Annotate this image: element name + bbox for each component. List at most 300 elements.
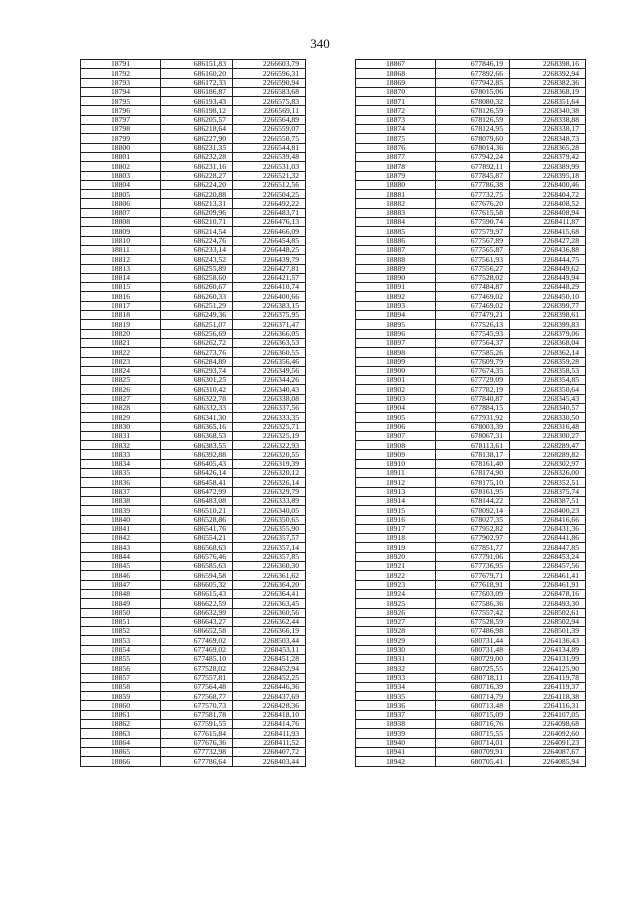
y-coordinate-cell: 2266350,65 <box>233 515 306 524</box>
table-row <box>356 580 586 589</box>
x-coordinate-cell: 677570,73 <box>161 701 233 710</box>
x-coordinate-cell: 680729,00 <box>436 655 510 664</box>
x-coordinate-cell: 686172,33 <box>161 78 233 87</box>
x-coordinate-cell: 686260,67 <box>161 283 233 292</box>
point-number-cell: 18926 <box>356 608 436 617</box>
y-coordinate-cell: 2266362,44 <box>233 617 306 626</box>
y-coordinate-cell: 2266344,26 <box>233 376 306 385</box>
table-row <box>356 552 586 561</box>
point-number-cell: 18876 <box>356 143 436 152</box>
table-row <box>81 459 306 468</box>
point-number-cell: 18830 <box>81 422 161 431</box>
table-row <box>81 422 306 431</box>
y-coordinate-cell: 2268330,50 <box>510 413 586 422</box>
y-coordinate-cell: 2268400,23 <box>510 506 586 515</box>
point-number-cell: 18844 <box>81 552 161 561</box>
x-coordinate-cell: 678161,40 <box>436 459 510 468</box>
point-number-cell: 18883 <box>356 208 436 217</box>
table-row <box>81 757 306 766</box>
y-coordinate-cell: 2266512,56 <box>233 180 306 189</box>
y-coordinate-cell: 2266427,81 <box>233 264 306 273</box>
x-coordinate-cell: 677615,58 <box>436 208 510 217</box>
x-coordinate-cell: 686193,43 <box>161 97 233 106</box>
point-number-cell: 18799 <box>81 134 161 143</box>
table-row <box>356 245 586 254</box>
point-number-cell: 18824 <box>81 366 161 375</box>
y-coordinate-cell: 2266504,25 <box>233 190 306 199</box>
point-number-cell: 18856 <box>81 664 161 673</box>
y-coordinate-cell: 2264085,94 <box>510 757 586 766</box>
point-number-cell: 18832 <box>81 441 161 450</box>
point-number-cell: 18820 <box>81 329 161 338</box>
y-coordinate-cell: 2268350,64 <box>510 385 586 394</box>
table-row <box>81 747 306 756</box>
x-coordinate-cell: 678138,17 <box>436 450 510 459</box>
x-coordinate-cell: 680731,44 <box>436 636 510 645</box>
y-coordinate-cell: 2266360,55 <box>233 348 306 357</box>
x-coordinate-cell: 686258,60 <box>161 273 233 282</box>
x-coordinate-cell: 677676,20 <box>436 199 510 208</box>
x-coordinate-cell: 678014,36 <box>436 143 510 152</box>
y-coordinate-cell: 2266364,41 <box>233 589 306 598</box>
point-number-cell: 18914 <box>356 496 436 505</box>
point-number-cell: 18893 <box>356 301 436 310</box>
table-row <box>356 69 586 78</box>
point-number-cell: 18834 <box>81 459 161 468</box>
point-number-cell: 18823 <box>81 357 161 366</box>
y-coordinate-cell: 2266357,14 <box>233 543 306 552</box>
point-number-cell: 18872 <box>356 106 436 115</box>
x-coordinate-cell: 686220,88 <box>161 190 233 199</box>
y-coordinate-cell: 2268441,86 <box>510 534 586 543</box>
point-number-cell: 18819 <box>81 320 161 329</box>
point-number-cell: 18803 <box>81 171 161 180</box>
table-row <box>81 664 306 673</box>
x-coordinate-cell: 686594,58 <box>161 571 233 580</box>
point-number-cell: 18868 <box>356 69 436 78</box>
x-coordinate-cell: 678126,59 <box>436 115 510 124</box>
y-coordinate-cell: 2266325,71 <box>233 422 306 431</box>
table-row <box>356 301 586 310</box>
point-number-cell: 18932 <box>356 664 436 673</box>
point-number-cell: 18895 <box>356 320 436 329</box>
table-row <box>356 589 586 598</box>
x-coordinate-cell: 677484,87 <box>436 283 510 292</box>
table-row <box>81 543 306 552</box>
x-coordinate-cell: 686341,30 <box>161 413 233 422</box>
y-coordinate-cell: 2264107,05 <box>510 710 586 719</box>
y-coordinate-cell: 2266320,55 <box>233 450 306 459</box>
point-number-cell: 18875 <box>356 134 436 143</box>
x-coordinate-cell: 686209,96 <box>161 208 233 217</box>
x-coordinate-cell: 677485,10 <box>161 655 233 664</box>
point-number-cell: 18874 <box>356 125 436 134</box>
y-coordinate-cell: 2268399,83 <box>510 320 586 329</box>
point-number-cell: 18939 <box>356 729 436 738</box>
x-coordinate-cell: 686301,25 <box>161 376 233 385</box>
x-coordinate-cell: 677591,55 <box>161 720 233 729</box>
y-coordinate-cell: 2268382,36 <box>510 78 586 87</box>
y-coordinate-cell: 2268451,28 <box>233 655 306 664</box>
x-coordinate-cell: 677782,19 <box>436 385 510 394</box>
y-coordinate-cell: 2266400,66 <box>233 292 306 301</box>
point-number-cell: 18925 <box>356 599 436 608</box>
y-coordinate-cell: 2266383,15 <box>233 301 306 310</box>
table-row <box>81 366 306 375</box>
table-row <box>81 292 306 301</box>
y-coordinate-cell: 2266329,79 <box>233 487 306 496</box>
table-row <box>81 357 306 366</box>
point-number-cell: 18815 <box>81 283 161 292</box>
x-coordinate-cell: 678015,06 <box>436 87 510 96</box>
point-number-cell: 18831 <box>81 431 161 440</box>
y-coordinate-cell: 2268316,48 <box>510 422 586 431</box>
point-number-cell: 18873 <box>356 115 436 124</box>
x-coordinate-cell: 678124,95 <box>436 125 510 134</box>
table-row <box>356 692 586 701</box>
y-coordinate-cell: 2268449,94 <box>510 273 586 282</box>
point-number-cell: 18881 <box>356 190 436 199</box>
x-coordinate-cell: 686554,21 <box>161 534 233 543</box>
table-row <box>81 729 306 738</box>
y-coordinate-cell: 2266448,25 <box>233 245 306 254</box>
x-coordinate-cell: 677469,02 <box>436 301 510 310</box>
table-row <box>356 385 586 394</box>
x-coordinate-cell: 686483,08 <box>161 496 233 505</box>
point-number-cell: 18817 <box>81 301 161 310</box>
point-number-cell: 18877 <box>356 152 436 161</box>
table-row <box>356 682 586 691</box>
x-coordinate-cell: 680731,48 <box>436 645 510 654</box>
table-row <box>356 115 586 124</box>
y-coordinate-cell: 2266371,47 <box>233 320 306 329</box>
x-coordinate-cell: 677674,35 <box>436 366 510 375</box>
table-row <box>356 366 586 375</box>
y-coordinate-cell: 2268398,16 <box>510 60 586 69</box>
y-coordinate-cell: 2268418,10 <box>233 710 306 719</box>
table-row <box>356 190 586 199</box>
y-coordinate-cell: 2264119,78 <box>510 673 586 682</box>
y-coordinate-cell: 2268437,69 <box>233 692 306 701</box>
table-row <box>356 720 586 729</box>
y-coordinate-cell: 2266476,13 <box>233 218 306 227</box>
x-coordinate-cell: 686243,52 <box>161 255 233 264</box>
table-row <box>356 506 586 515</box>
point-number-cell: 18891 <box>356 283 436 292</box>
table-body <box>356 60 586 767</box>
page-number: 340 <box>310 36 330 51</box>
x-coordinate-cell: 686284,89 <box>161 357 233 366</box>
x-coordinate-cell: 678126,59 <box>436 106 510 115</box>
point-number-cell: 18910 <box>356 459 436 468</box>
point-number-cell: 18905 <box>356 413 436 422</box>
y-coordinate-cell: 2268362,14 <box>510 348 586 357</box>
table-row <box>81 710 306 719</box>
x-coordinate-cell: 677931,92 <box>436 413 510 422</box>
y-coordinate-cell: 2268461,91 <box>510 580 586 589</box>
y-coordinate-cell: 2266322,93 <box>233 441 306 450</box>
point-number-cell: 18866 <box>81 757 161 766</box>
y-coordinate-cell: 2268408,52 <box>510 199 586 208</box>
point-number-cell: 18848 <box>81 589 161 598</box>
y-coordinate-cell: 2268461,41 <box>510 571 586 580</box>
table-row <box>356 236 586 245</box>
point-number-cell: 18909 <box>356 450 436 459</box>
table-row <box>356 376 586 385</box>
point-number-cell: 18811 <box>81 245 161 254</box>
x-coordinate-cell: 686256,69 <box>161 329 233 338</box>
point-number-cell: 18898 <box>356 348 436 357</box>
point-number-cell: 18805 <box>81 190 161 199</box>
point-number-cell: 18838 <box>81 496 161 505</box>
table-row <box>356 218 586 227</box>
y-coordinate-cell: 2268400,46 <box>510 180 586 189</box>
x-coordinate-cell: 686262,72 <box>161 338 233 347</box>
table-row <box>81 413 306 422</box>
y-coordinate-cell: 2268300,27 <box>510 431 586 440</box>
x-coordinate-cell: 686186,87 <box>161 87 233 96</box>
table-row <box>81 655 306 664</box>
point-number-cell: 18837 <box>81 487 161 496</box>
y-coordinate-cell: 2266559,07 <box>233 125 306 134</box>
x-coordinate-cell: 678027,35 <box>436 515 510 524</box>
point-number-cell: 18921 <box>356 562 436 571</box>
x-coordinate-cell: 686227,90 <box>161 134 233 143</box>
y-coordinate-cell: 2268375,74 <box>510 487 586 496</box>
table-row <box>356 441 586 450</box>
point-number-cell: 18854 <box>81 645 161 654</box>
x-coordinate-cell: 686365,16 <box>161 422 233 431</box>
x-coordinate-cell: 680718,11 <box>436 673 510 682</box>
y-coordinate-cell: 2268449,62 <box>510 264 586 273</box>
y-coordinate-cell: 2266333,35 <box>233 413 306 422</box>
x-coordinate-cell: 677732,98 <box>161 747 233 756</box>
point-number-cell: 18843 <box>81 543 161 552</box>
y-coordinate-cell: 2268387,51 <box>510 496 586 505</box>
point-number-cell: 18858 <box>81 682 161 691</box>
y-coordinate-cell: 2266410,74 <box>233 283 306 292</box>
y-coordinate-cell: 2264125,90 <box>510 664 586 673</box>
table-row <box>356 227 586 236</box>
x-coordinate-cell: 677469,02 <box>436 292 510 301</box>
x-coordinate-cell: 686652,58 <box>161 627 233 636</box>
table-row <box>81 162 306 171</box>
y-coordinate-cell: 2268452,94 <box>233 664 306 673</box>
y-coordinate-cell: 2266356,46 <box>233 357 306 366</box>
x-coordinate-cell: 686605,32 <box>161 580 233 589</box>
table-row <box>81 134 306 143</box>
y-coordinate-cell: 2266483,71 <box>233 208 306 217</box>
table-row <box>356 747 586 756</box>
table-row <box>81 534 306 543</box>
y-coordinate-cell: 2266466,09 <box>233 227 306 236</box>
table-row <box>81 673 306 682</box>
y-coordinate-cell: 2268448,29 <box>510 283 586 292</box>
x-coordinate-cell: 678144,22 <box>436 496 510 505</box>
x-coordinate-cell: 677567,89 <box>436 236 510 245</box>
y-coordinate-cell: 2266439,79 <box>233 255 306 264</box>
y-coordinate-cell: 2268289,82 <box>510 450 586 459</box>
point-number-cell: 18936 <box>356 701 436 710</box>
x-coordinate-cell: 686392,88 <box>161 450 233 459</box>
x-coordinate-cell: 677618,91 <box>436 580 510 589</box>
y-coordinate-cell: 2268404,72 <box>510 190 586 199</box>
point-number-cell: 18904 <box>356 403 436 412</box>
x-coordinate-cell: 677736,95 <box>436 562 510 571</box>
x-coordinate-cell: 686231,35 <box>161 143 233 152</box>
y-coordinate-cell: 2266583,68 <box>233 87 306 96</box>
x-coordinate-cell: 677676,36 <box>161 738 233 747</box>
x-coordinate-cell: 677479,21 <box>436 311 510 320</box>
y-coordinate-cell: 2268427,28 <box>510 236 586 245</box>
x-coordinate-cell: 680716,76 <box>436 720 510 729</box>
x-coordinate-cell: 686643,27 <box>161 617 233 626</box>
x-coordinate-cell: 686249,36 <box>161 311 233 320</box>
y-coordinate-cell: 2264134,89 <box>510 645 586 654</box>
point-number-cell: 18800 <box>81 143 161 152</box>
table-row <box>81 552 306 561</box>
x-coordinate-cell: 677884,15 <box>436 403 510 412</box>
point-number-cell: 18928 <box>356 627 436 636</box>
point-number-cell: 18878 <box>356 162 436 171</box>
x-coordinate-cell: 677528,02 <box>436 273 510 282</box>
y-coordinate-cell: 2268338,17 <box>510 125 586 134</box>
point-number-cell: 18851 <box>81 617 161 626</box>
table-row <box>356 738 586 747</box>
y-coordinate-cell: 2266550,75 <box>233 134 306 143</box>
y-coordinate-cell: 2268436,88 <box>510 245 586 254</box>
point-number-cell: 18835 <box>81 469 161 478</box>
point-number-cell: 18917 <box>356 524 436 533</box>
point-number-cell: 18847 <box>81 580 161 589</box>
table-row <box>81 376 306 385</box>
x-coordinate-cell: 686383,55 <box>161 441 233 450</box>
point-number-cell: 18792 <box>81 69 161 78</box>
y-coordinate-cell: 2266596,31 <box>233 69 306 78</box>
y-coordinate-cell: 2268407,72 <box>233 747 306 756</box>
y-coordinate-cell: 2268338,88 <box>510 115 586 124</box>
table-row <box>81 199 306 208</box>
x-coordinate-cell: 677840,87 <box>436 394 510 403</box>
x-coordinate-cell: 678003,39 <box>436 422 510 431</box>
y-coordinate-cell: 2266338,08 <box>233 394 306 403</box>
point-number-cell: 18829 <box>81 413 161 422</box>
y-coordinate-cell: 2266360,30 <box>233 562 306 571</box>
y-coordinate-cell: 2264087,67 <box>510 747 586 756</box>
point-number-cell: 18940 <box>356 738 436 747</box>
table-row <box>356 478 586 487</box>
point-number-cell: 18867 <box>356 60 436 69</box>
table-row <box>81 692 306 701</box>
y-coordinate-cell: 2266355,90 <box>233 524 306 533</box>
point-number-cell: 18862 <box>81 720 161 729</box>
y-coordinate-cell: 2268354,85 <box>510 376 586 385</box>
table-row <box>81 599 306 608</box>
x-coordinate-cell: 677585,26 <box>436 348 510 357</box>
x-coordinate-cell: 686426,14 <box>161 469 233 478</box>
point-number-cell: 18825 <box>81 376 161 385</box>
point-number-cell: 18920 <box>356 552 436 561</box>
x-coordinate-cell: 686585,63 <box>161 562 233 571</box>
table-row <box>356 255 586 264</box>
table-row <box>356 422 586 431</box>
x-coordinate-cell: 677609,79 <box>436 357 510 366</box>
x-coordinate-cell: 677615,84 <box>161 729 233 738</box>
y-coordinate-cell: 2268408,94 <box>510 208 586 217</box>
point-number-cell: 18850 <box>81 608 161 617</box>
point-number-cell: 18814 <box>81 273 161 282</box>
x-coordinate-cell: 677545,93 <box>436 329 510 338</box>
table-row <box>81 738 306 747</box>
point-number-cell: 18927 <box>356 617 436 626</box>
x-coordinate-cell: 686510,21 <box>161 506 233 515</box>
y-coordinate-cell: 2266366,19 <box>233 627 306 636</box>
point-number-cell: 18806 <box>81 199 161 208</box>
x-coordinate-cell: 677902,97 <box>436 534 510 543</box>
table-row <box>356 311 586 320</box>
y-coordinate-cell: 2268411,93 <box>233 729 306 738</box>
point-number-cell: 18810 <box>81 236 161 245</box>
x-coordinate-cell: 686224,76 <box>161 236 233 245</box>
table-row <box>356 87 586 96</box>
point-number-cell: 18840 <box>81 515 161 524</box>
x-coordinate-cell: 686151,83 <box>161 60 233 69</box>
table-row <box>81 152 306 161</box>
point-number-cell: 18813 <box>81 264 161 273</box>
table-row <box>356 645 586 654</box>
x-coordinate-cell: 686615,43 <box>161 589 233 598</box>
table-row <box>81 208 306 217</box>
x-coordinate-cell: 677526,13 <box>436 320 510 329</box>
table-row <box>81 87 306 96</box>
x-coordinate-cell: 686568,63 <box>161 543 233 552</box>
y-coordinate-cell: 2266544,81 <box>233 143 306 152</box>
y-coordinate-cell: 2266340,43 <box>233 385 306 394</box>
point-number-cell: 18934 <box>356 682 436 691</box>
x-coordinate-cell: 686255,89 <box>161 264 233 273</box>
x-coordinate-cell: 677603,09 <box>436 589 510 598</box>
table-row <box>356 617 586 626</box>
point-number-cell: 18845 <box>81 562 161 571</box>
x-coordinate-cell: 680725,55 <box>436 664 510 673</box>
y-coordinate-cell: 2266333,89 <box>233 496 306 505</box>
x-coordinate-cell: 686405,43 <box>161 459 233 468</box>
y-coordinate-cell: 2268415,68 <box>510 227 586 236</box>
table-row <box>356 125 586 134</box>
x-coordinate-cell: 686273,76 <box>161 348 233 357</box>
table-row <box>81 115 306 124</box>
y-coordinate-cell: 2268431,36 <box>510 524 586 533</box>
table-row <box>356 106 586 115</box>
point-number-cell: 18861 <box>81 710 161 719</box>
point-number-cell: 18842 <box>81 534 161 543</box>
x-coordinate-cell: 686368,53 <box>161 431 233 440</box>
x-coordinate-cell: 686541,76 <box>161 524 233 533</box>
y-coordinate-cell: 2266366,05 <box>233 329 306 338</box>
point-number-cell: 18822 <box>81 348 161 357</box>
x-coordinate-cell: 677469,02 <box>161 636 233 645</box>
x-coordinate-cell: 686472,99 <box>161 487 233 496</box>
y-coordinate-cell: 2268351,64 <box>510 97 586 106</box>
point-number-cell: 18900 <box>356 366 436 375</box>
x-coordinate-cell: 677892,11 <box>436 162 510 171</box>
y-coordinate-cell: 2266521,32 <box>233 171 306 180</box>
x-coordinate-cell: 686228,27 <box>161 171 233 180</box>
x-coordinate-cell: 686232,28 <box>161 152 233 161</box>
y-coordinate-cell: 2268358,53 <box>510 366 586 375</box>
y-coordinate-cell: 2268403,44 <box>233 757 306 766</box>
table-row <box>356 394 586 403</box>
